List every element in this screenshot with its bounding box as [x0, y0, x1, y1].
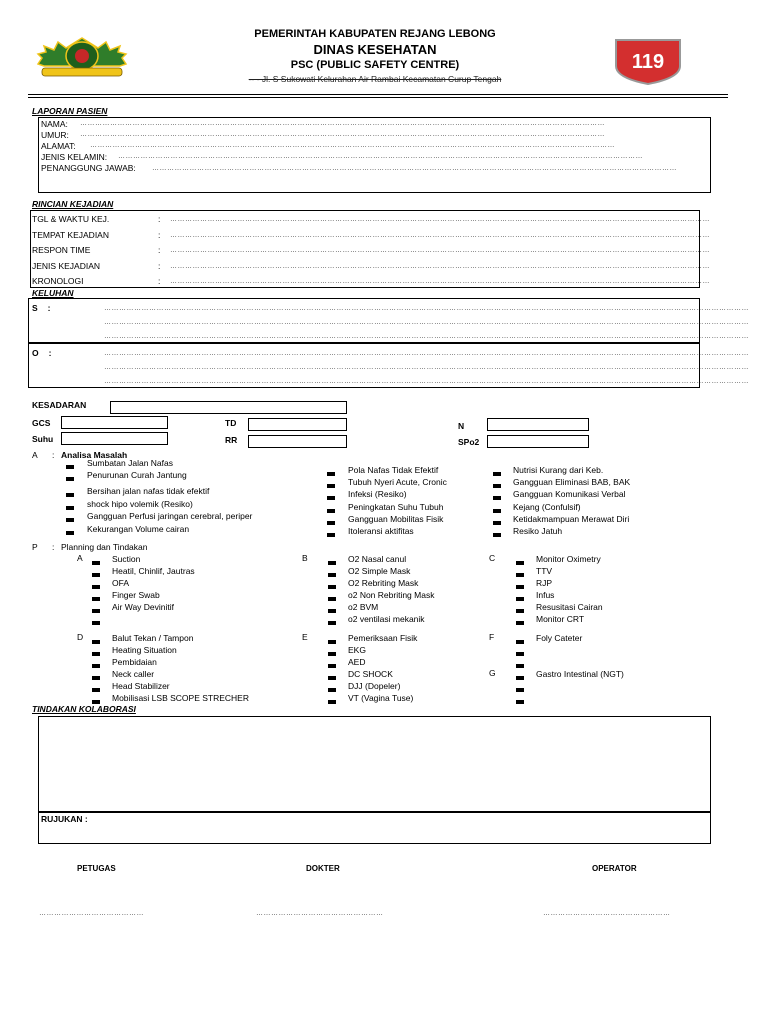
dokter-signature-line[interactable]: ……………………………………………: [256, 910, 384, 917]
checkbox-icon: [92, 561, 100, 565]
rr-input[interactable]: [248, 435, 347, 448]
rincian-respon: RESPON TIME: [32, 245, 91, 255]
checkbox-icon: [92, 585, 100, 589]
checkbox-icon: [327, 521, 335, 525]
n-label: N: [458, 421, 465, 431]
rincian-kronologi: KRONOLOGI: [32, 276, 84, 286]
plan-item[interactable]: Neck caller: [92, 672, 100, 682]
plan-item[interactable]: RJP: [516, 581, 524, 591]
rincian-colon-4: :: [158, 261, 161, 271]
checkbox-icon: [493, 484, 501, 488]
kesadaran-input[interactable]: [110, 401, 347, 414]
checkbox-icon: [66, 465, 74, 469]
analisa-item[interactable]: Kekurangan Volume cairan: [66, 527, 74, 537]
checkbox-icon: [92, 664, 100, 668]
checkbox-icon: [92, 597, 100, 601]
td-input[interactable]: [248, 418, 347, 431]
checkbox-icon: [328, 700, 336, 704]
field-nama-line[interactable]: …………………………………………………………………………………………………………………………………………………………………………………………: [80, 120, 605, 127]
operator-label: OPERATOR: [592, 864, 637, 873]
petugas-label: PETUGAS: [77, 864, 116, 873]
checkbox-icon: [327, 496, 335, 500]
rincian-kronologi-line[interactable]: ………………………………………………………………………………………………………………………………………………………………………………………………: [170, 278, 710, 285]
keluhan-s-line-1[interactable]: ……………………………………………………………………………………………………………………………………………………………………………………………………………………………………: [104, 305, 749, 312]
dokter-label: DOKTER: [306, 864, 340, 873]
group-c-letter: C: [489, 553, 496, 563]
plan-item[interactable]: [516, 660, 524, 670]
analisa-item[interactable]: Resiko Jatuh: [493, 529, 501, 539]
analisa-colon: :: [52, 450, 55, 460]
analisa-item[interactable]: Ketidakmampuan Merawat Diri: [493, 517, 501, 527]
petugas-signature-line[interactable]: ……………………………………: [39, 910, 144, 917]
analisa-letter: A: [32, 450, 38, 460]
unit-title: PSC (PUBLIC SAFETY CENTRE): [290, 59, 460, 71]
checkbox-icon: [516, 664, 524, 668]
keluhan-o-line-2[interactable]: ……………………………………………………………………………………………………………………………………………………………………………………………………………………………………: [104, 364, 749, 371]
plan-item[interactable]: VT (Vagina Tuse): [328, 696, 336, 706]
group-a-letter: A: [77, 553, 83, 563]
rincian-tgl-line[interactable]: ………………………………………………………………………………………………………………………………………………………………………………………………: [170, 216, 710, 223]
field-nama: NAMA:: [41, 119, 68, 129]
checkbox-icon: [92, 573, 100, 577]
field-alamat: ALAMAT:: [41, 141, 76, 151]
plan-item[interactable]: Air Way Devinitif: [92, 605, 100, 615]
plan-item[interactable]: o2 BVM: [328, 605, 336, 615]
field-umur: UMUR:: [41, 130, 69, 140]
checkbox-icon: [66, 506, 74, 510]
analisa-item[interactable]: Nutrisi Kurang dari Keb.: [493, 468, 501, 478]
analisa-item[interactable]: Bersihan jalan nafas tidak efektif: [66, 489, 74, 499]
plan-item[interactable]: Mobilisasi LSB SCOPE STRECHER: [92, 696, 100, 706]
n-input[interactable]: [487, 418, 589, 431]
plan-item[interactable]: Monitor Oximetry: [516, 557, 524, 567]
gcs-label: GCS: [32, 418, 51, 428]
checkbox-icon: [493, 533, 501, 537]
kesadaran-label: KESADARAN: [32, 400, 87, 410]
suhu-input[interactable]: [61, 432, 168, 445]
checkbox-icon: [516, 700, 524, 704]
checkbox-icon: [516, 585, 524, 589]
group-b-letter: B: [302, 553, 308, 563]
rincian-tempat-line[interactable]: ………………………………………………………………………………………………………………………………………………………………………………………………: [170, 232, 710, 239]
checkbox-icon: [328, 676, 336, 680]
checkbox-icon: [327, 533, 335, 537]
rincian-colon-5: :: [158, 276, 161, 286]
checkbox-icon: [328, 609, 336, 613]
analisa-title: Analisa Masalah: [61, 450, 128, 460]
checkbox-icon: [92, 652, 100, 656]
rujukan-label: RUJUKAN :: [41, 814, 88, 824]
checkbox-icon: [66, 477, 74, 481]
checkbox-icon: [92, 676, 100, 680]
rincian-colon-3: :: [158, 245, 161, 255]
badge-number: 119: [631, 51, 665, 73]
analisa-item[interactable]: Infeksi (Resiko): [327, 492, 335, 502]
rincian-section-title: RINCIAN KEJADIAN: [32, 199, 114, 209]
analisa-item[interactable]: Pola Nafas Tidak Efektif: [327, 468, 335, 478]
plan-item[interactable]: Suction: [92, 557, 100, 567]
plan-item[interactable]: [92, 617, 100, 627]
checkbox-icon: [516, 573, 524, 577]
spo2-input[interactable]: [487, 435, 589, 448]
planning-colon: :: [52, 542, 55, 552]
plan-item[interactable]: OFA: [92, 581, 100, 591]
analisa-item[interactable]: Gangguan Eliminasi BAB, BAK: [493, 480, 501, 490]
dept-title: DINAS KESEHATAN: [313, 42, 437, 57]
analisa-item[interactable]: shock hipo volemik (Resiko): [66, 502, 74, 512]
checkbox-icon: [92, 609, 100, 613]
plan-item[interactable]: Heatil, Chinlif, Jautras: [92, 569, 100, 579]
plan-item[interactable]: DJJ (Dopeler): [328, 684, 336, 694]
plan-item[interactable]: o2 ventilasi mekanik: [328, 617, 336, 627]
plan-item[interactable]: Pembidaian: [92, 660, 100, 670]
group-e-letter: E: [302, 632, 308, 642]
field-jenis-kelamin: JENIS KELAMIN:: [41, 152, 108, 162]
rincian-jenis-line[interactable]: ………………………………………………………………………………………………………………………………………………………………………………………………: [170, 263, 710, 270]
rincian-jenis: JENIS KEJADIAN: [32, 261, 101, 271]
checkbox-icon: [516, 688, 524, 692]
field-penanggung-line[interactable]: …………………………………………………………………………………………………………………………………………………………………………………………: [152, 165, 677, 172]
checkbox-icon: [493, 496, 501, 500]
rincian-tempat: TEMPAT KEJADIAN: [32, 230, 109, 240]
keluhan-o-line-1[interactable]: ……………………………………………………………………………………………………………………………………………………………………………………………………………………………………: [104, 350, 749, 357]
plan-item[interactable]: Gastro Intestinal (NGT): [516, 672, 524, 682]
checkbox-icon: [516, 652, 524, 656]
field-penanggung: PENANGGUNG JAWAB:: [41, 163, 136, 173]
header-divider: [28, 94, 728, 95]
plan-item[interactable]: EKG: [328, 648, 336, 658]
checkbox-icon: [328, 621, 336, 625]
rincian-tgl: TGL & WAKTU KEJ.: [32, 214, 110, 224]
analisa-item[interactable]: Penurunan Curah Jantung: [66, 473, 74, 483]
plan-item[interactable]: [516, 696, 524, 706]
checkbox-icon: [328, 688, 336, 692]
plan-item[interactable]: Monitor CRT: [516, 617, 524, 627]
checkbox-icon: [66, 493, 74, 497]
checkbox-icon: [92, 621, 100, 625]
plan-item[interactable]: TTV: [516, 569, 524, 579]
rincian-colon-2: :: [158, 230, 161, 240]
checkbox-icon: [493, 472, 501, 476]
plan-item[interactable]: Heating Situation: [92, 648, 100, 658]
checkbox-icon: [328, 585, 336, 589]
address: -- - Jl. S Sukowati Kelurahan Air Rambai Kecamatan Curup Tengah: [248, 74, 502, 84]
checkbox-icon: [516, 609, 524, 613]
plan-item[interactable]: [516, 684, 524, 694]
analisa-item[interactable]: Gangguan Komunikasi Verbal: [493, 492, 501, 502]
gov-title: PEMERINTAH KABUPATEN REJANG LEBONG: [254, 28, 496, 40]
checkbox-icon: [516, 561, 524, 565]
keluhan-s-line-3[interactable]: ……………………………………………………………………………………………………………………………………………………………………………………………………………………………………: [104, 333, 749, 340]
checkbox-icon: [516, 621, 524, 625]
keluhan-s-label: S :: [32, 303, 51, 313]
group-f-letter: F: [489, 632, 495, 642]
checkbox-icon: [516, 640, 524, 644]
checkbox-icon: [328, 597, 336, 601]
analisa-item[interactable]: Tubuh Nyeri Acute, Cronic: [327, 480, 335, 490]
planning-title: Planning dan Tindakan: [61, 542, 148, 552]
plan-item[interactable]: O2 Nasal canul: [328, 557, 336, 567]
field-umur-line[interactable]: …………………………………………………………………………………………………………………………………………………………………………………………: [80, 131, 605, 138]
analisa-item[interactable]: Peningkatan Suhu Tubuh: [327, 505, 335, 515]
plan-item[interactable]: Infus: [516, 593, 524, 603]
analisa-item[interactable]: Itoleransi aktifitas: [327, 529, 335, 539]
analisa-item[interactable]: Gangguan Perfusi jaringan cerebral, periper: [66, 514, 74, 524]
rincian-respon-line[interactable]: ………………………………………………………………………………………………………………………………………………………………………………………………: [170, 247, 710, 254]
kolaborasi-section-title: TINDAKAN KOLABORASI: [32, 704, 136, 714]
plan-item[interactable]: Pemeriksaan Fisik: [328, 636, 336, 646]
checkbox-icon: [327, 484, 335, 488]
checkbox-icon: [328, 664, 336, 668]
group-d-letter: D: [77, 632, 84, 642]
checkbox-icon: [516, 597, 524, 601]
analisa-item[interactable]: Kejang (Confulsif): [493, 505, 501, 515]
checkbox-icon: [493, 509, 501, 513]
plan-item[interactable]: o2 Non Rebriting Mask: [328, 593, 336, 603]
plan-item[interactable]: Foly Cateter: [516, 636, 524, 646]
checkbox-icon: [328, 561, 336, 565]
rr-label: RR: [225, 435, 238, 445]
kolaborasi-box[interactable]: [38, 716, 711, 812]
plan-item[interactable]: Head Stabilizer: [92, 684, 100, 694]
checkbox-icon: [516, 676, 524, 680]
keluhan-section-title: KELUHAN: [32, 288, 74, 298]
planning-letter: P: [32, 542, 38, 552]
keluhan-o-line-3[interactable]: ……………………………………………………………………………………………………………………………………………………………………………………………………………………………………: [104, 378, 749, 385]
checkbox-icon: [92, 688, 100, 692]
plan-item[interactable]: Resusitasi Cairan: [516, 605, 524, 615]
checkbox-icon: [328, 573, 336, 577]
checkbox-icon: [328, 640, 336, 644]
plan-item[interactable]: O2 Simple Mask: [328, 569, 336, 579]
plan-item[interactable]: [516, 648, 524, 658]
gcs-input[interactable]: [61, 416, 168, 429]
rujukan-box[interactable]: [38, 812, 711, 844]
checkbox-icon: [328, 652, 336, 656]
keluhan-s-line-2[interactable]: ……………………………………………………………………………………………………………………………………………………………………………………………………………………………………: [104, 319, 749, 326]
field-alamat-line[interactable]: …………………………………………………………………………………………………………………………………………………………………………………………: [90, 142, 615, 149]
checkbox-icon: [327, 509, 335, 513]
checkbox-icon: [493, 521, 501, 525]
laporan-section-title: LAPORAN PASIEN: [32, 106, 108, 116]
plan-item[interactable]: O2 Rebriting Mask: [328, 581, 336, 591]
checkbox-icon: [92, 640, 100, 644]
plan-item[interactable]: DC SHOCK: [328, 672, 336, 682]
regency-logo: [34, 36, 130, 80]
checkbox-icon: [66, 518, 74, 522]
plan-item[interactable]: AED: [328, 660, 336, 670]
operator-signature-line[interactable]: ……………………………………………: [543, 910, 671, 917]
td-label: TD: [225, 418, 237, 428]
group-g-letter: G: [489, 668, 496, 678]
plan-item[interactable]: Finger Swab: [92, 593, 100, 603]
analisa-item[interactable]: Gangguan Mobilitas Fisik: [327, 517, 335, 527]
plan-item[interactable]: Balut Tekan / Tampon: [92, 636, 100, 646]
suhu-label: Suhu: [32, 434, 54, 444]
keluhan-o-label: O :: [32, 348, 52, 358]
field-jenis-kelamin-line[interactable]: …………………………………………………………………………………………………………………………………………………………………………………………: [118, 153, 643, 160]
psc-119-badge: [610, 36, 686, 86]
spo2-label: SPo2: [458, 437, 480, 447]
checkbox-icon: [66, 531, 74, 535]
header-divider-2: [28, 97, 728, 98]
analisa-item[interactable]: Sumbatan Jalan Nafas: [66, 461, 74, 471]
rincian-colon-1: :: [158, 214, 161, 224]
checkbox-icon: [327, 472, 335, 476]
